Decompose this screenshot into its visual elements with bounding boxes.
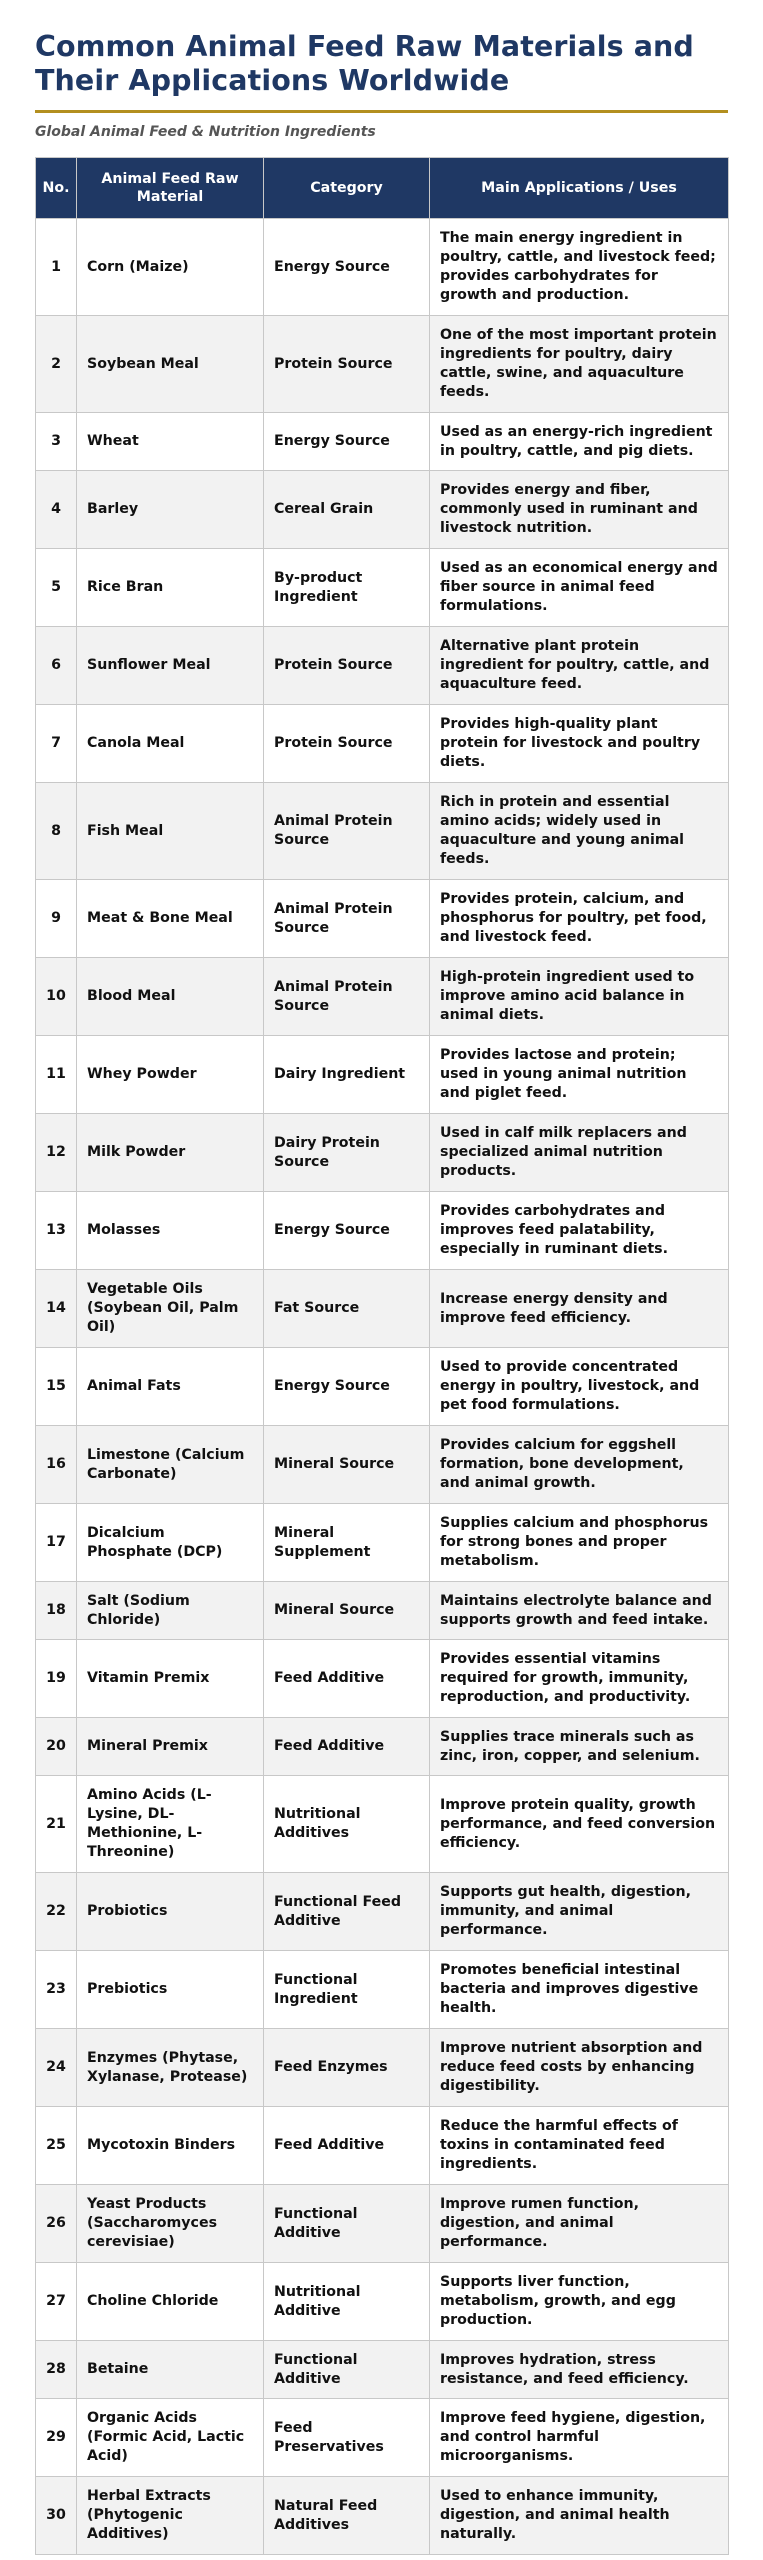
category-cell: Energy Source [264,219,430,316]
material-cell: Vitamin Premix [77,1640,264,1718]
category-cell: Energy Source [264,1348,430,1426]
category-cell: Fat Source [264,1270,430,1348]
row-number: 19 [36,1640,77,1718]
material-cell: Limestone (Calcium Carbonate) [77,1426,264,1504]
row-number: 16 [36,1426,77,1504]
category-cell: Mineral Supplement [264,1504,430,1582]
material-cell: Whey Powder [77,1036,264,1114]
category-cell: Energy Source [264,413,430,471]
row-number: 17 [36,1504,77,1582]
table-row [36,1114,729,1192]
category-cell: Mineral Source [264,1426,430,1504]
category-cell: Protein Source [264,705,430,783]
table-row [36,471,729,549]
page-subtitle: Global Animal Feed & Nutrition Ingredients [35,124,376,140]
uses-cell: Used to enhance immunity, digestion, and animal health naturally. [430,2477,729,2555]
material-cell: Salt (Sodium Chloride) [77,1582,264,1640]
row-number: 18 [36,1582,77,1640]
row-number: 23 [36,1951,77,2029]
table-row [36,2477,729,2555]
uses-cell: Reduce the harmful effects of toxins in contaminated feed ingredients. [430,2107,729,2185]
category-cell: Feed Preservatives [264,2399,430,2477]
uses-cell: Provides energy and fiber, commonly used in ruminant and livestock nutrition. [430,471,729,549]
table-row [36,1951,729,2029]
table-row [36,880,729,958]
header-material: Animal Feed Raw Material [77,158,264,219]
category-cell: Animal Protein Source [264,880,430,958]
title-divider [35,110,728,113]
uses-cell: Used as an energy-rich ingredient in poultry, cattle, and pig diets. [430,413,729,471]
row-number: 8 [36,783,77,880]
category-cell: Cereal Grain [264,471,430,549]
uses-cell: Supports liver function, metabolism, growth, and egg production. [430,2263,729,2341]
row-number: 30 [36,2477,77,2555]
row-number: 3 [36,413,77,471]
category-cell: Protein Source [264,316,430,413]
uses-cell: Provides protein, calcium, and phosphorus for poultry, pet food, and livestock feed. [430,880,729,958]
material-cell: Dicalcium Phosphate (DCP) [77,1504,264,1582]
category-cell: Feed Enzymes [264,2029,430,2107]
table-row [36,1270,729,1348]
uses-cell: Supplies calcium and phosphorus for strong bones and proper metabolism. [430,1504,729,1582]
row-number: 24 [36,2029,77,2107]
category-cell: Functional Additive [264,2341,430,2399]
uses-cell: Alternative plant protein ingredient for poultry, cattle, and aquaculture feed. [430,627,729,705]
table-row [36,2029,729,2107]
category-cell: By-product Ingredient [264,549,430,627]
uses-cell: Used in calf milk replacers and specialized animal nutrition products. [430,1114,729,1192]
material-cell: Prebiotics [77,1951,264,2029]
category-cell: Nutritional Additives [264,1776,430,1873]
row-number: 14 [36,1270,77,1348]
material-cell: Blood Meal [77,958,264,1036]
material-cell: Rice Bran [77,549,264,627]
row-number: 11 [36,1036,77,1114]
uses-cell: The main energy ingredient in poultry, cattle, and livestock feed; provides carbohydrates for growth and production. [430,219,729,316]
material-cell: Molasses [77,1192,264,1270]
category-cell: Dairy Ingredient [264,1036,430,1114]
material-cell: Meat & Bone Meal [77,880,264,958]
material-cell: Corn (Maize) [77,219,264,316]
uses-cell: Improve nutrient absorption and reduce feed costs by enhancing digestibility. [430,2029,729,2107]
table-row [36,958,729,1036]
material-cell: Mineral Premix [77,1718,264,1776]
row-number: 12 [36,1114,77,1192]
material-cell: Yeast Products (Saccharomyces cerevisiae) [77,2185,264,2263]
category-cell: Animal Protein Source [264,958,430,1036]
table-row [36,1776,729,1873]
table-row [36,316,729,413]
category-cell: Mineral Source [264,1582,430,1640]
uses-cell: Provides carbohydrates and improves feed palatability, especially in ruminant diets. [430,1192,729,1270]
row-number: 21 [36,1776,77,1873]
row-number: 5 [36,549,77,627]
table-header-row [36,158,729,219]
row-number: 10 [36,958,77,1036]
page-title: Common Animal Feed Raw Materials and Their Applications Worldwide [35,30,694,97]
uses-cell: Improve rumen function, digestion, and animal performance. [430,2185,729,2263]
table-row [36,627,729,705]
material-cell: Vegetable Oils (Soybean Oil, Palm Oil) [77,1270,264,1348]
material-cell: Probiotics [77,1873,264,1951]
row-number: 1 [36,219,77,316]
material-cell: Animal Fats [77,1348,264,1426]
table-row [36,783,729,880]
uses-cell: Provides high-quality plant protein for livestock and poultry diets. [430,705,729,783]
table-row [36,1582,729,1640]
material-cell: Fish Meal [77,783,264,880]
row-number: 20 [36,1718,77,1776]
table-row [36,1192,729,1270]
category-cell: Energy Source [264,1192,430,1270]
row-number: 28 [36,2341,77,2399]
uses-cell: Provides essential vitamins required for growth, immunity, reproduction, and productivity. [430,1640,729,1718]
uses-cell: Used to provide concentrated energy in poultry, livestock, and pet food formulations. [430,1348,729,1426]
row-number: 26 [36,2185,77,2263]
uses-cell: Maintains electrolyte balance and supports growth and feed intake. [430,1582,729,1640]
row-number: 22 [36,1873,77,1951]
uses-cell: Increase energy density and improve feed efficiency. [430,1270,729,1348]
material-cell: Amino Acids (L-Lysine, DL-Methionine, L-Threonine) [77,1776,264,1873]
uses-cell: Rich in protein and essential amino acids; widely used in aquaculture and young animal feeds. [430,783,729,880]
table-row [36,1036,729,1114]
table-row [36,705,729,783]
table-row [36,1718,729,1776]
material-cell: Choline Chloride [77,2263,264,2341]
row-number: 27 [36,2263,77,2341]
category-cell: Nutritional Additive [264,2263,430,2341]
table-row [36,2263,729,2341]
table-row [36,1640,729,1718]
table-row [36,549,729,627]
row-number: 4 [36,471,77,549]
row-number: 13 [36,1192,77,1270]
row-number: 9 [36,880,77,958]
material-cell: Soybean Meal [77,316,264,413]
material-cell: Milk Powder [77,1114,264,1192]
material-cell: Wheat [77,413,264,471]
table-row [36,2185,729,2263]
uses-cell: Supplies trace minerals such as zinc, iron, copper, and selenium. [430,1718,729,1776]
table-row [36,2399,729,2477]
uses-cell: Promotes beneficial intestinal bacteria and improves digestive health. [430,1951,729,2029]
row-number: 15 [36,1348,77,1426]
category-cell: Animal Protein Source [264,783,430,880]
uses-cell: Provides lactose and protein; used in young animal nutrition and piglet feed. [430,1036,729,1114]
uses-cell: One of the most important protein ingredients for poultry, dairy cattle, swine, and aquaculture feeds. [430,316,729,413]
category-cell: Functional Ingredient [264,1951,430,2029]
header-uses: Main Applications / Uses [430,158,729,219]
material-cell: Mycotoxin Binders [77,2107,264,2185]
category-cell: Functional Feed Additive [264,1873,430,1951]
material-cell: Herbal Extracts (Phytogenic Additives) [77,2477,264,2555]
material-cell: Sunflower Meal [77,627,264,705]
category-cell: Feed Additive [264,1718,430,1776]
row-number: 2 [36,316,77,413]
category-cell: Natural Feed Additives [264,2477,430,2555]
uses-cell: Improves hydration, stress resistance, and feed efficiency. [430,2341,729,2399]
row-number: 6 [36,627,77,705]
table-row [36,1873,729,1951]
material-cell: Organic Acids (Formic Acid, Lactic Acid) [77,2399,264,2477]
category-cell: Feed Additive [264,1640,430,1718]
table-row [36,1426,729,1504]
table-row [36,2107,729,2185]
uses-cell: Provides calcium for eggshell formation, bone development, and animal growth. [430,1426,729,1504]
category-cell: Feed Additive [264,2107,430,2185]
material-cell: Enzymes (Phytase, Xylanase, Protease) [77,2029,264,2107]
table-row [36,2341,729,2399]
uses-cell: Used as an economical energy and fiber source in animal feed formulations. [430,549,729,627]
category-cell: Protein Source [264,627,430,705]
uses-cell: Supports gut health, digestion, immunity, and animal performance. [430,1873,729,1951]
uses-cell: Improve feed hygiene, digestion, and control harmful microorganisms. [430,2399,729,2477]
uses-cell: Improve protein quality, growth performance, and feed conversion efficiency. [430,1776,729,1873]
material-cell: Canola Meal [77,705,264,783]
category-cell: Dairy Protein Source [264,1114,430,1192]
header-category: Category [264,158,430,219]
material-cell: Barley [77,471,264,549]
table-row [36,413,729,471]
row-number: 29 [36,2399,77,2477]
header-no: No. [36,158,77,219]
table-row [36,1348,729,1426]
uses-cell: High-protein ingredient used to improve amino acid balance in animal diets. [430,958,729,1036]
table-row [36,219,729,316]
category-cell: Functional Additive [264,2185,430,2263]
feed-materials-table [35,157,729,2555]
material-cell: Betaine [77,2341,264,2399]
row-number: 7 [36,705,77,783]
row-number: 25 [36,2107,77,2185]
table-row [36,1504,729,1582]
